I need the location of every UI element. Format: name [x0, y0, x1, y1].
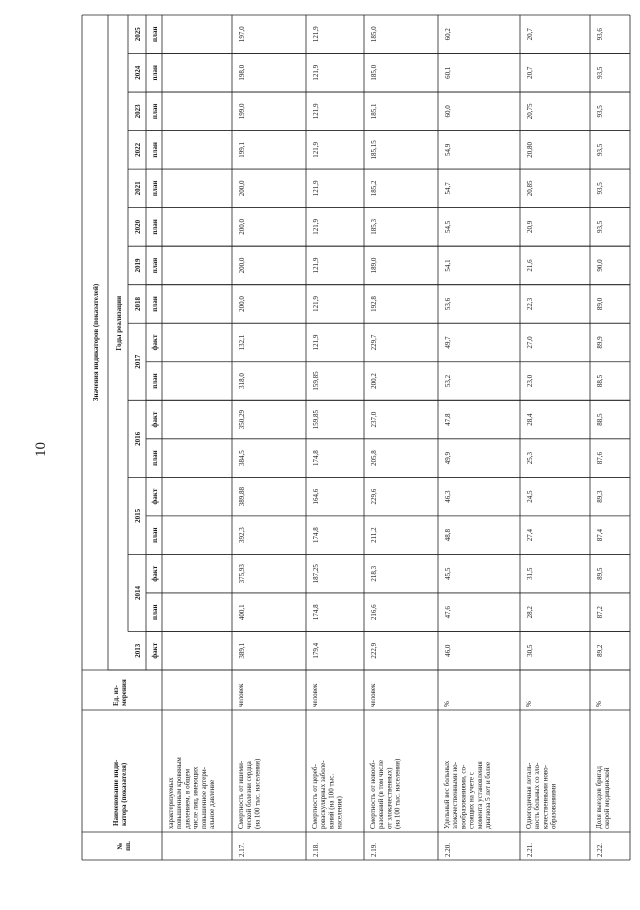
- row-value: 229,7: [370, 334, 378, 351]
- row-value: 93,6: [596, 28, 604, 41]
- row-value: 54,5: [444, 220, 452, 234]
- row-indicator-name: Смертность от цереб-роваскулярных заболе-ваний (на 100 тыс.населения): [311, 760, 344, 829]
- row-value: 121,9: [312, 26, 320, 43]
- row-value: 49,9: [444, 451, 452, 465]
- row-value: 185,0: [370, 26, 378, 43]
- row-value: 89,2: [596, 644, 604, 657]
- row-number: 2.17.: [238, 843, 246, 857]
- row-value: 121,9: [312, 141, 320, 158]
- row-value: 187,25: [312, 564, 320, 584]
- row-value: 47,8: [444, 413, 452, 426]
- row-number: 2.20.: [444, 843, 452, 857]
- row-value: 53,6: [444, 297, 452, 311]
- row-value: 174,8: [312, 450, 320, 466]
- header-fact: факт: [151, 642, 159, 659]
- row-unit: человек: [237, 683, 245, 707]
- header-plan: план: [151, 26, 159, 43]
- row-value: 200,0: [238, 296, 246, 312]
- row-value: 174,8: [312, 527, 320, 544]
- row-value: 192,8: [370, 296, 378, 312]
- row-value: 89,9: [596, 336, 604, 349]
- row-value: 48,8: [444, 529, 452, 542]
- row-value: 53,2: [444, 374, 452, 388]
- row-unit: человек: [311, 683, 319, 707]
- header-year-2013: 2013: [134, 643, 142, 658]
- row-value: 121,9: [312, 64, 320, 81]
- header-indicator: Наименование инди-катора (показателя): [112, 759, 129, 826]
- row-indicator-name: характеризуемыхповышенным кровянымдавлением, в общемчисле лиц, имеющихповышенное артери-альное давление: [167, 757, 216, 829]
- header-no: №пп.: [116, 841, 133, 851]
- row-value: 121,9: [312, 296, 320, 312]
- header-plan: план: [151, 103, 159, 120]
- row-number: 2.21.: [526, 843, 534, 857]
- row-value: 121,9: [312, 334, 320, 351]
- row-unit: %: [525, 701, 533, 707]
- header-plan: план: [151, 527, 159, 543]
- row-value: 20,85: [526, 180, 534, 197]
- row-value: 159,85: [312, 409, 320, 430]
- header-plan: план: [151, 142, 159, 158]
- row-value: 164,6: [312, 488, 320, 505]
- row-value: 199,1: [238, 141, 246, 158]
- row-value: 121,9: [312, 180, 320, 197]
- header-plan: план: [151, 450, 159, 466]
- row-value: 49,7: [444, 336, 452, 349]
- row-value: 211,2: [370, 527, 378, 543]
- row-value: 20,80: [526, 141, 534, 158]
- row-unit: %: [443, 701, 451, 707]
- row-value: 23,0: [526, 374, 534, 388]
- header-plan: план: [151, 296, 159, 312]
- header-values-group: Значения индикаторов (показателей): [92, 283, 100, 402]
- header-year-2018: 2018: [134, 296, 142, 311]
- row-value: 24,5: [526, 490, 534, 503]
- rotated-table-group: [82, 15, 630, 860]
- header-year-2015: 2015: [134, 508, 142, 523]
- row-value: 200,2: [370, 373, 378, 389]
- row-value: 89,3: [596, 490, 604, 503]
- row-value: 93,5: [596, 220, 604, 234]
- row-value: 200,0: [238, 257, 246, 274]
- header-fact: факт: [151, 411, 159, 428]
- header-years-group: Годы реализации: [115, 295, 123, 351]
- header-year-2014: 2014: [134, 585, 142, 600]
- row-value: 87,6: [596, 451, 604, 465]
- row-value: 54,7: [444, 182, 452, 195]
- row-value: 22,3: [526, 297, 534, 311]
- row-value: 189,0: [370, 257, 378, 274]
- row-value: 350,29: [238, 409, 246, 430]
- row-indicator-name: Смертность от новооб-разований (в том числеот злокачественных)(на 100 тыс. населения): [369, 758, 402, 829]
- row-value: 185,3: [370, 219, 378, 235]
- row-value: 132,1: [238, 334, 246, 351]
- header-plan: план: [151, 65, 159, 81]
- row-indicator-name: Удельный вес больныхзлокачественными но-вообразованиями, со-стоящих на учете смомента установлениядиагноза 5 лет и более: [443, 760, 492, 829]
- header-year-2022: 2022: [134, 142, 142, 157]
- row-value: 218,3: [370, 565, 378, 582]
- row-value: 121,9: [312, 219, 320, 235]
- header-year-2017: 2017: [134, 354, 142, 369]
- row-value: 199,0: [238, 103, 246, 120]
- row-value: 87,4: [596, 529, 604, 542]
- row-value: 60,2: [444, 28, 452, 41]
- row-value: 200,0: [238, 219, 246, 235]
- header-year-2024: 2024: [134, 65, 142, 80]
- row-indicator-name: Доля выездов бригадскорой медицинской: [595, 766, 612, 829]
- header-year-2016: 2016: [134, 431, 142, 446]
- row-value: 392,3: [238, 527, 246, 544]
- header-year-2020: 2020: [134, 219, 142, 234]
- row-value: 93,5: [596, 66, 604, 79]
- header-year-2021: 2021: [134, 181, 142, 196]
- row-value: 60,0: [444, 105, 452, 118]
- row-value: 400,1: [238, 604, 246, 621]
- row-value: 185,1: [370, 103, 378, 120]
- header-plan: план: [151, 373, 159, 389]
- row-value: 318,0: [238, 373, 246, 389]
- row-value: 54,1: [444, 259, 452, 272]
- header-plan: план: [151, 604, 159, 620]
- header-unit: Ед. из-мерения: [112, 679, 129, 706]
- row-number: 2.18.: [312, 843, 320, 857]
- row-value: 389,1: [238, 642, 246, 659]
- page-number: 10: [33, 442, 49, 457]
- row-number: 2.19.: [370, 843, 378, 857]
- row-value: 30,5: [526, 644, 534, 657]
- row-value: 28,4: [526, 413, 534, 426]
- row-value: 198,0: [238, 64, 246, 81]
- row-value: 216,6: [370, 604, 378, 621]
- row-value: 222,9: [370, 642, 378, 659]
- row-value: 121,9: [312, 103, 320, 120]
- row-unit: %: [595, 701, 603, 707]
- row-value: 93,5: [596, 143, 604, 156]
- row-indicator-name: Одногодичная леталь-ность больных со зло-качественными ново-образованиями: [525, 762, 558, 829]
- row-value: 90,0: [596, 259, 604, 272]
- row-value: 229,6: [370, 488, 378, 505]
- row-value: 159,85: [312, 371, 320, 391]
- row-value: 93,5: [596, 105, 604, 118]
- row-value: 47,6: [444, 606, 452, 619]
- header-fact: факт: [151, 565, 159, 582]
- row-value: 21,6: [526, 259, 534, 272]
- row-value: 87,2: [596, 606, 604, 619]
- row-value: 185,2: [370, 180, 378, 197]
- row-value: 46,0: [444, 644, 452, 657]
- header-year-2023: 2023: [134, 104, 142, 119]
- row-value: 93,5: [596, 182, 604, 195]
- row-value: 28,2: [526, 606, 534, 619]
- row-value: 205,8: [370, 450, 378, 466]
- row-value: 89,0: [596, 297, 604, 311]
- header-year-2025: 2025: [134, 27, 142, 42]
- row-value: 20,7: [526, 66, 534, 79]
- row-value: 121,9: [312, 257, 320, 274]
- row-value: 200,0: [238, 180, 246, 197]
- row-value: 185,0: [370, 64, 378, 81]
- row-value: 88,5: [596, 374, 604, 388]
- row-value: 88,5: [596, 413, 604, 426]
- row-value: 375,93: [238, 564, 246, 584]
- header-fact: факт: [151, 488, 159, 505]
- row-value: 54,9: [444, 143, 452, 156]
- row-value: 27,0: [526, 336, 534, 349]
- row-value: 27,4: [526, 529, 534, 542]
- row-value: 60,1: [444, 66, 452, 79]
- row-value: 185,15: [370, 140, 378, 160]
- row-number: 2.22.: [596, 843, 604, 857]
- row-value: 31,5: [526, 567, 534, 580]
- row-value: 20,75: [526, 103, 534, 120]
- row-value: 25,3: [526, 451, 534, 465]
- row-unit: человек: [369, 683, 377, 707]
- row-indicator-name: Смертность от ишеми-ческой болезни сердца(на 100 тыс. населения): [237, 758, 262, 829]
- header-plan: план: [151, 257, 159, 274]
- row-value: 45,5: [444, 567, 452, 580]
- row-value: 384,5: [238, 450, 246, 466]
- header-year-2019: 2019: [134, 258, 142, 273]
- header-plan: план: [151, 219, 159, 235]
- row-value: 237,0: [370, 411, 378, 428]
- header-fact: факт: [151, 334, 159, 351]
- header-plan: план: [151, 180, 159, 197]
- row-value: 20,7: [526, 28, 534, 41]
- row-value: 197,0: [238, 26, 246, 43]
- row-value: 174,8: [312, 604, 320, 621]
- row-value: 46,3: [444, 490, 452, 503]
- row-value: 179,4: [312, 642, 320, 659]
- row-value: 389,88: [238, 486, 246, 507]
- row-value: 20,9: [526, 220, 534, 234]
- row-value: 89,5: [596, 567, 604, 580]
